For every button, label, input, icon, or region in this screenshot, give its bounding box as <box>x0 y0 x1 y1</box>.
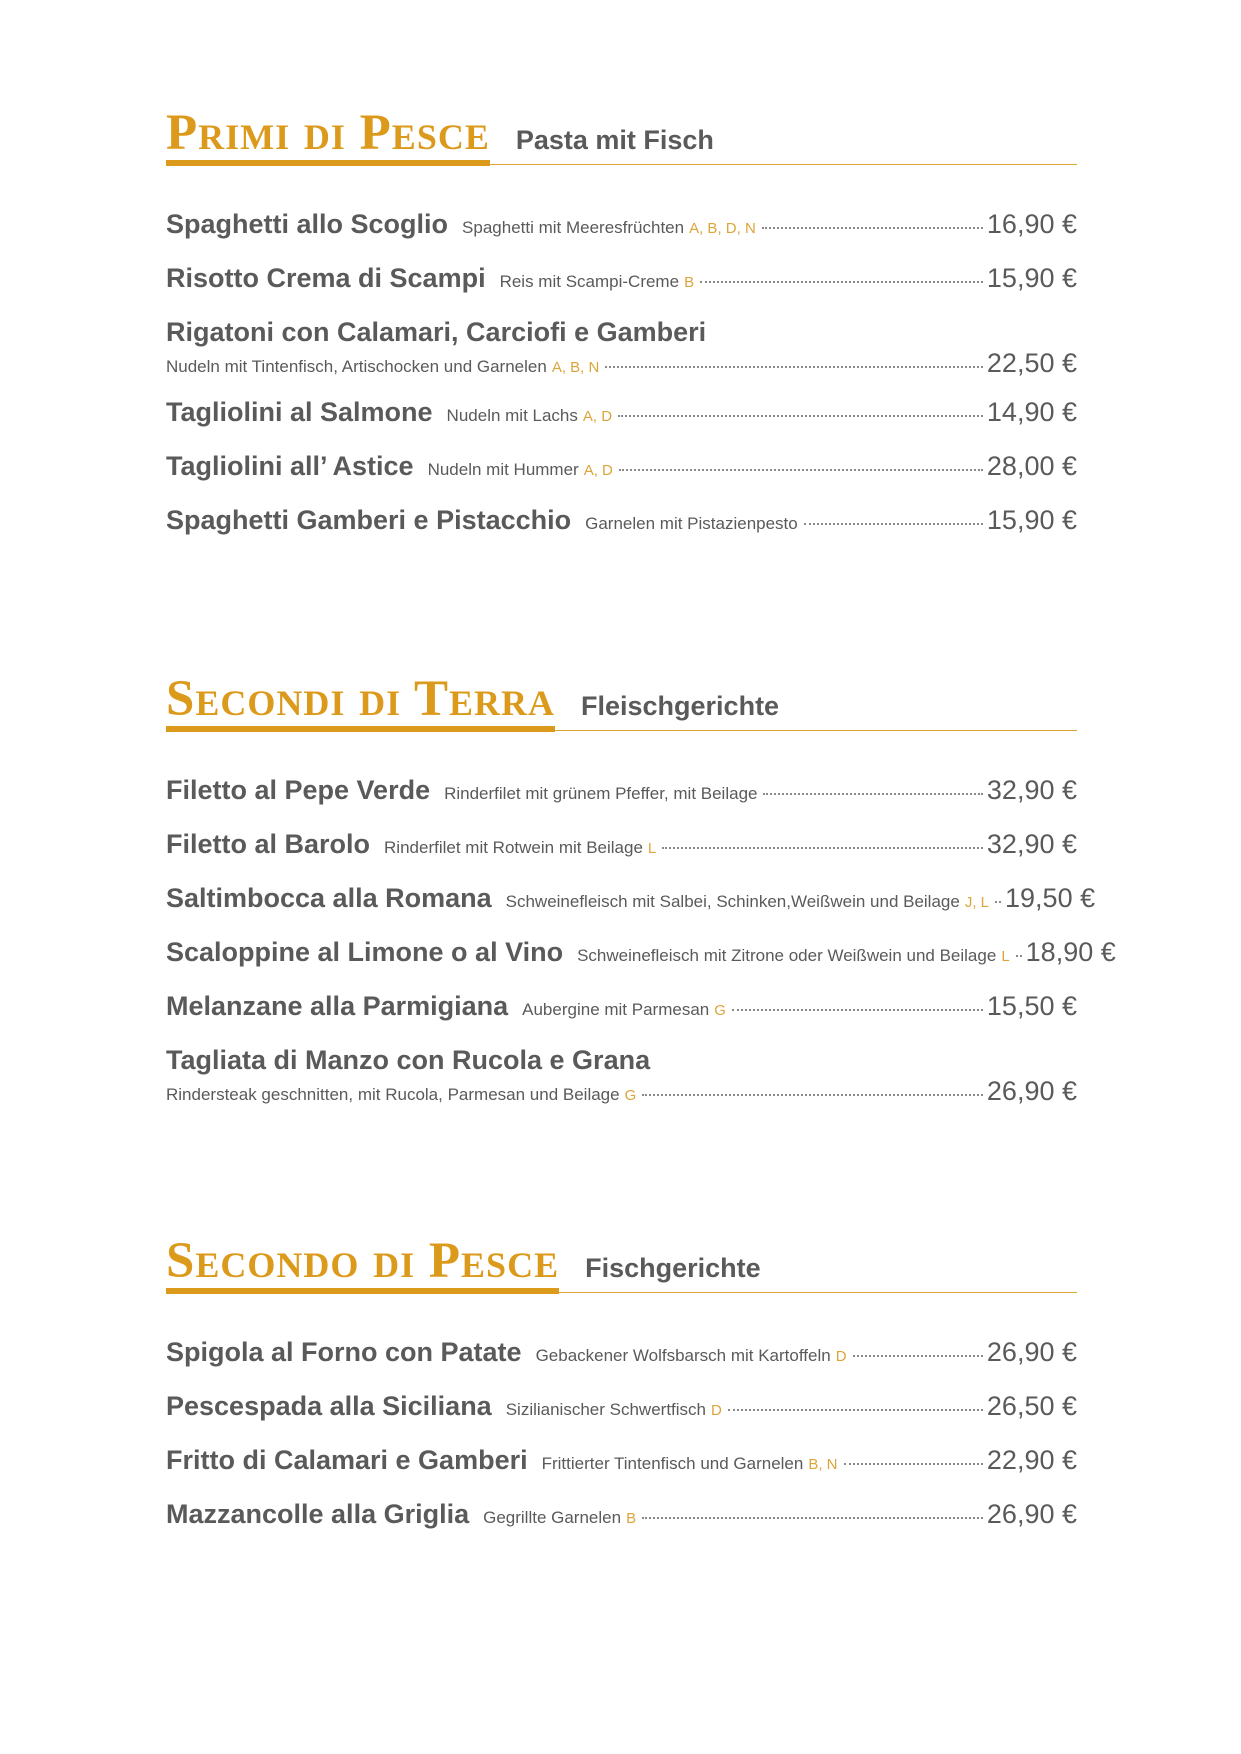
section-header <box>166 104 1077 165</box>
menu-item <box>166 451 1077 505</box>
allergen-codes: A, D <box>583 462 613 479</box>
dot-leader <box>762 227 983 229</box>
menu-item <box>166 1391 1077 1445</box>
dish-description: Schweinefleisch mit Salbei, Schinken,Weißwein und Beilage <box>505 892 960 911</box>
dot-leader <box>618 415 983 417</box>
menu-item <box>166 209 1077 263</box>
dish-name: Tagliolini all’ Astice <box>166 451 414 481</box>
dish-description: Nudeln mit Tintenfisch, Artischocken und Garnelen <box>166 357 547 376</box>
dish-name: Pescespada alla Siciliana <box>166 1391 492 1421</box>
dish-name: Filetto al Barolo <box>166 829 371 859</box>
allergen-codes: A, D <box>582 408 613 425</box>
menu-item <box>166 1045 1077 1125</box>
allergen-codes: B <box>684 274 695 291</box>
menu-item <box>166 1499 1077 1553</box>
allergen-codes: G <box>624 1087 637 1104</box>
dot-leader <box>763 793 982 795</box>
section-header <box>166 1232 1077 1293</box>
menu-item <box>166 937 1116 991</box>
dish-name: Spigola al Forno con Patate <box>166 1337 522 1367</box>
dish-name: Tagliolini al Salmone <box>166 397 433 427</box>
dish-price: 26,50 € <box>986 1391 1077 1421</box>
dot-leader <box>732 1009 983 1011</box>
dish-name: Risotto Crema di Scampi <box>166 263 486 293</box>
allergen-codes: D <box>711 1402 722 1419</box>
dish-price: 32,90 € <box>986 829 1077 859</box>
dish-description: Nudeln mit Hummer <box>427 460 579 479</box>
dish-name: Spaghetti allo Scoglio <box>166 209 449 239</box>
dish-description: Garnelen mit Pistazienpesto <box>585 514 798 533</box>
menu-item-list <box>166 209 1077 559</box>
dish-price: 16,90 € <box>986 209 1077 239</box>
dot-leader <box>804 523 983 525</box>
dish-name: Fritto di Calamari e Gamberi <box>166 1445 528 1475</box>
dish-description: Aubergine mit Parmesan <box>522 1000 710 1019</box>
dish-description: Rinderfilet mit Rotwein mit Beilage <box>384 838 643 857</box>
dish-description: Spaghetti mit Meeresfrüchten <box>462 218 685 237</box>
dish-price: 19,50 € <box>1005 883 1096 913</box>
dish-price: 14,90 € <box>986 397 1077 427</box>
allergen-codes: A, B, D, N <box>689 220 756 237</box>
menu-item <box>166 317 1077 397</box>
dish-description: Rindersteak geschnitten, mit Rucola, Parmesan und Beilage <box>166 1085 620 1104</box>
dish-description: Schweinefleisch mit Zitrone oder Weißwein und Beilage <box>577 946 997 965</box>
menu-item <box>166 883 1096 937</box>
section-header <box>166 670 1077 731</box>
menu-item <box>166 263 1077 317</box>
section-title: Secondi di Terra <box>166 676 555 732</box>
dish-name: Melanzane alla Parmigiana <box>166 991 509 1021</box>
allergen-codes: B, N <box>808 1456 838 1473</box>
dish-name: Spaghetti Gamberi e Pistacchio <box>166 505 572 535</box>
menu-item-list <box>166 1337 1077 1553</box>
menu-item <box>166 397 1077 451</box>
dish-description: Nudeln mit Lachs <box>446 406 578 425</box>
section-title: Primi di Pesce <box>166 110 490 166</box>
dish-name: Tagliata di Manzo con Rucola e Grana <box>166 1045 651 1075</box>
dish-price: 22,90 € <box>986 1445 1077 1475</box>
dish-price: 15,90 € <box>986 263 1077 293</box>
allergen-codes: A, B, N <box>551 359 600 376</box>
section-subtitle: Fleischgerichte <box>581 691 780 721</box>
dish-description: Frittierter Tintenfisch und Garnelen <box>541 1454 804 1473</box>
section-secondo-di-pesce <box>166 1232 1077 1553</box>
section-primi-di-pesce <box>166 104 1077 559</box>
dish-description: Sizilianischer Schwertfisch <box>505 1400 706 1419</box>
dot-leader <box>642 1517 983 1519</box>
dot-leader <box>844 1463 983 1465</box>
menu-item <box>166 991 1077 1045</box>
menu-item <box>166 1337 1077 1391</box>
section-secondi-di-terra <box>166 670 1116 1125</box>
dish-description: Reis mit Scampi-Creme <box>499 272 680 291</box>
dish-description: Gegrillte Garnelen <box>483 1508 622 1527</box>
dish-price: 26,90 € <box>986 1076 1077 1106</box>
allergen-codes: L <box>647 840 657 857</box>
dot-leader <box>728 1409 983 1411</box>
dot-leader <box>605 366 983 368</box>
dish-price: 15,50 € <box>986 991 1077 1021</box>
menu-item <box>166 505 1077 559</box>
allergen-codes: G <box>714 1002 726 1019</box>
dish-name: Saltimbocca alla Romana <box>166 883 492 913</box>
dish-price: 15,90 € <box>986 505 1077 535</box>
dish-price: 26,90 € <box>986 1337 1077 1367</box>
allergen-codes: L <box>1001 948 1010 965</box>
dot-leader <box>1016 955 1022 957</box>
dish-name: Rigatoni con Calamari, Carciofi e Gamberi <box>166 317 707 347</box>
dish-description: Gebackener Wolfsbarsch mit Kartoffeln <box>535 1346 831 1365</box>
allergen-codes: D <box>835 1348 847 1365</box>
menu-item <box>166 775 1077 829</box>
menu-item <box>166 829 1077 883</box>
section-subtitle: Pasta mit Fisch <box>515 125 714 155</box>
dish-price: 22,50 € <box>986 348 1077 378</box>
dish-name: Mazzancolle alla Griglia <box>166 1499 470 1529</box>
dot-leader <box>700 281 983 283</box>
dish-name: Filetto al Pepe Verde <box>166 775 431 805</box>
section-title: Secondo di Pesce <box>166 1238 559 1294</box>
dish-price: 32,90 € <box>986 775 1077 805</box>
dish-price: 28,00 € <box>986 451 1077 481</box>
dot-leader <box>662 847 983 849</box>
section-subtitle: Fischgerichte <box>585 1253 761 1283</box>
dish-price: 26,90 € <box>986 1499 1077 1529</box>
dish-name: Scaloppine al Limone o al Vino <box>166 937 564 967</box>
dish-description: Rinderfilet mit grünem Pfeffer, mit Beilage <box>444 784 758 803</box>
dot-leader <box>995 901 1001 903</box>
allergen-codes: B <box>626 1510 637 1527</box>
dot-leader <box>619 469 983 471</box>
allergen-codes: J, L <box>964 894 990 911</box>
dot-leader <box>853 1355 983 1357</box>
dish-price: 18,90 € <box>1025 937 1116 967</box>
menu-item-list <box>166 775 1116 1125</box>
dot-leader <box>642 1094 983 1096</box>
menu-item <box>166 1445 1077 1499</box>
